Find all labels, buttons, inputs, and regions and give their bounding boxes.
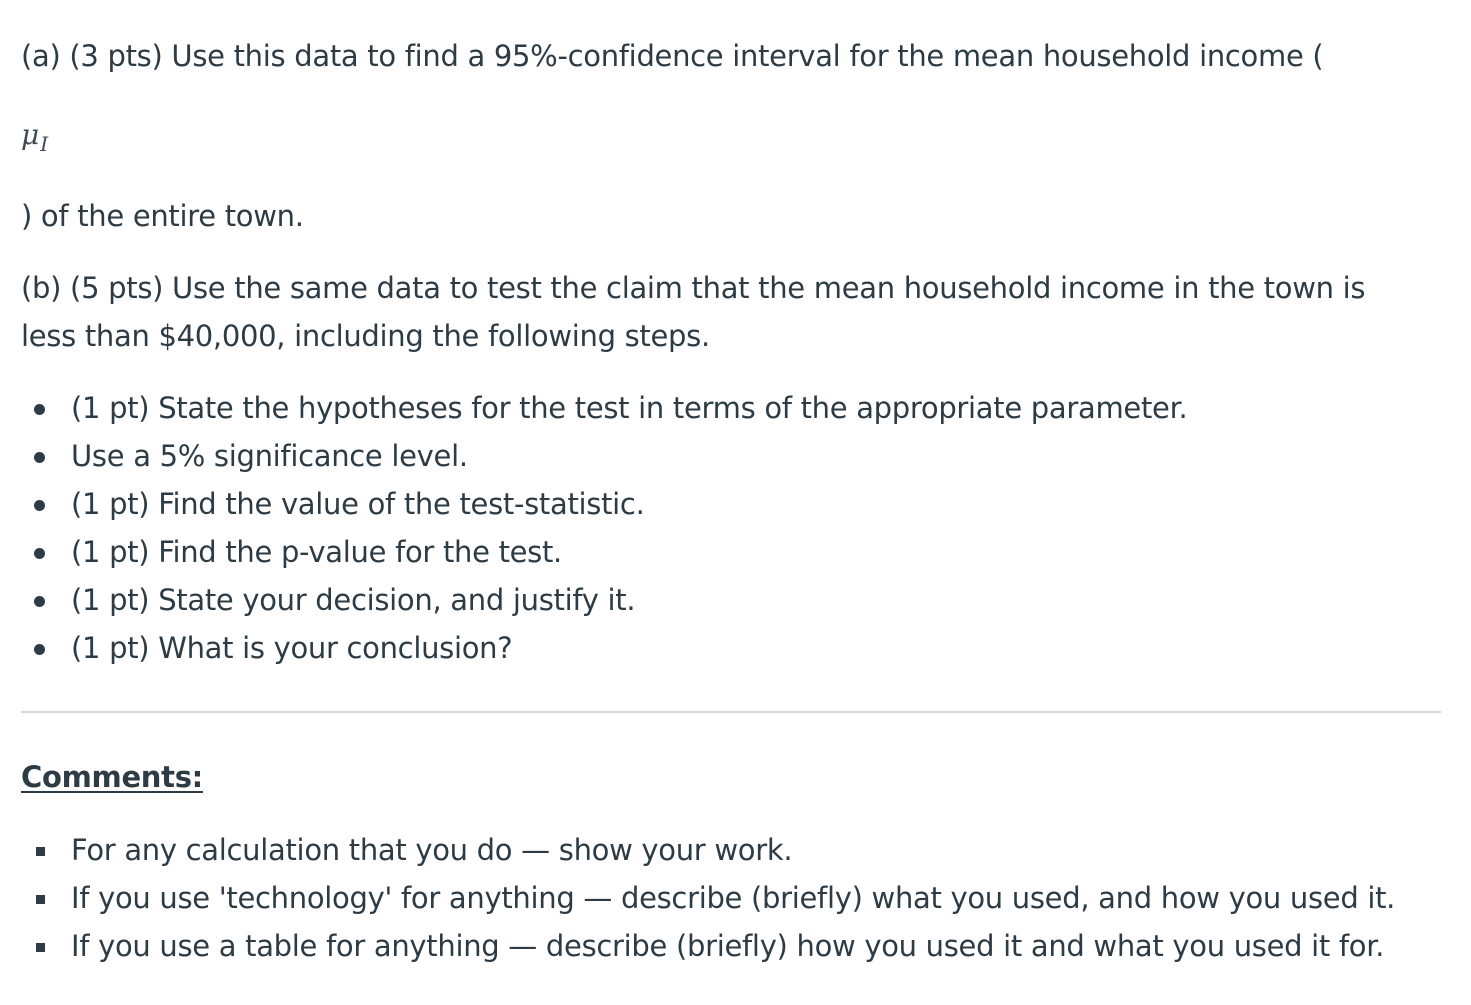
step-text: (1 pt) State the hypotheses for the test in terms of the appropriate parameter. [71,391,1188,425]
mu-symbol: μ [21,118,40,151]
step-text: (1 pt) Find the p-value for the test. [71,535,562,569]
list-item [21,384,1187,432]
part-b-steps-list [21,384,1187,672]
horizontal-divider [21,711,1441,713]
bullet-icon [34,596,45,607]
comments-list [21,826,1395,970]
list-item [21,432,1187,480]
bullet-icon [34,500,45,511]
square-bullet-icon [36,847,45,856]
bullet-icon [34,644,45,655]
comments-heading: Comments: [21,760,203,794]
list-item [21,826,1395,874]
step-text: (1 pt) What is your conclusion? [71,631,513,665]
step-text: (1 pt) Find the value of the test-statistic. [71,487,645,521]
list-item [21,528,1187,576]
comment-text: If you use 'technology' for anything — describe (briefly) what you used, and how you used it. [71,881,1396,915]
comment-text: For any calculation that you do — show your work. [71,833,793,867]
list-item [21,922,1395,970]
bullet-icon [34,404,45,415]
bullet-icon [34,548,45,559]
mu-i-math-symbol [21,118,49,156]
step-text: (1 pt) State your decision, and justify it. [71,583,636,617]
part-a-text-continued: ) of the entire town. [21,199,304,233]
list-item [21,874,1395,922]
bullet-icon [34,452,45,463]
part-a-text: (a) (3 pts) Use this data to find a 95%-confidence interval for the mean household income ( [21,39,1324,73]
list-item [21,480,1187,528]
list-item [21,624,1187,672]
comment-text: If you use a table for anything — describe (briefly) how you used it and what you used it for. [71,929,1385,963]
square-bullet-icon [36,943,45,952]
step-text: Use a 5% significance level. [71,439,468,473]
list-item [21,576,1187,624]
square-bullet-icon [36,895,45,904]
part-b-text: (b) (5 pts) Use the same data to test the claim that the mean household income in the town is less than $40,000, including the following steps. [21,271,1366,353]
mu-subscript: I [40,132,49,156]
